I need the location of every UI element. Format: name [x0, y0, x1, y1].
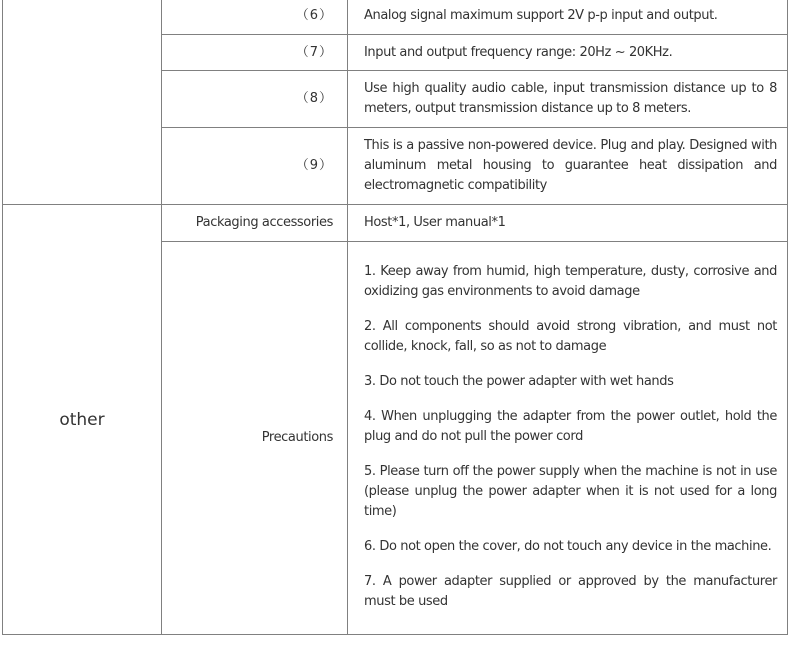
spec-value: This is a passive non-powered device. Plug and play. Designed with aluminum metal housing to guarantee heat dissipation and electromagnetic compatibility: [348, 128, 788, 205]
precaution-item: 7. A power adapter supplied or approved by the manufacturer must be used: [364, 574, 777, 609]
spec-number: （9）: [162, 128, 348, 205]
precaution-item: 2. All components should avoid strong vibration, and must not collide, knock, fall, so as not to damage: [364, 319, 777, 354]
precaution-item: 6. Do not open the cover, do not touch any device in the machine.: [364, 539, 772, 554]
spec-value: Input and output frequency range: 20Hz ~ 20KHz.: [348, 35, 788, 71]
table-row: [3, 0, 788, 35]
spec-number: （8）: [162, 71, 348, 128]
group-cell-empty: [3, 0, 162, 205]
precaution-item: 3. Do not touch the power adapter with wet hands: [364, 374, 674, 389]
precautions-list: [348, 242, 788, 635]
packaging-label: Packaging accessories: [162, 205, 348, 242]
table-row: [3, 205, 788, 242]
precaution-item: 4. When unplugging the adapter from the power outlet, hold the plug and do not pull the power cord: [364, 409, 777, 444]
group-label-other: other: [3, 205, 162, 635]
spec-value: Analog signal maximum support 2V p-p input and output.: [348, 0, 788, 35]
spec-value: Use high quality audio cable, input transmission distance up to 8 meters, output transmission distance up to 8 meters.: [348, 71, 788, 128]
precaution-item: 1. Keep away from humid, high temperature, dusty, corrosive and oxidizing gas environments to avoid damage: [364, 264, 777, 299]
spec-number: （7）: [162, 35, 348, 71]
precaution-item: 5. Please turn off the power supply when the machine is not in use (please unplug the power adapter when it is not used for a long time): [364, 464, 777, 519]
packaging-value: Host*1, User manual*1: [348, 205, 788, 242]
precautions-label: Precautions: [162, 242, 348, 635]
specification-table: [2, 0, 788, 635]
spec-number: （6）: [162, 0, 348, 35]
